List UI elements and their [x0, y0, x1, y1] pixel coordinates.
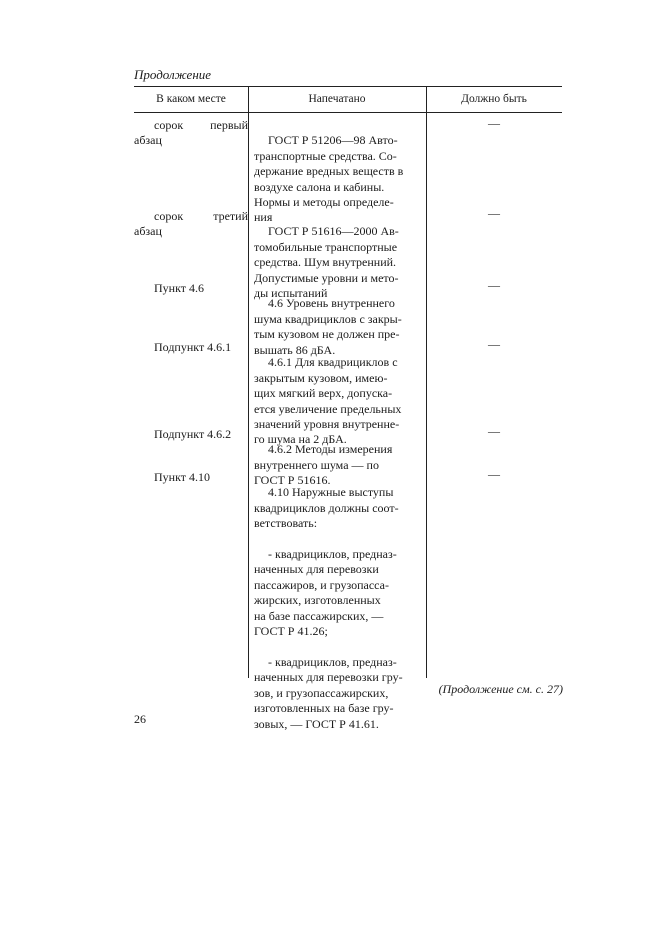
printed-paragraph: - квадрициклов, предназ- наченных для перевозки пассажиров, и грузопасса- жирских, изготовленных на базе пассажирских, — ГОСТ Р 41.26;	[254, 547, 397, 639]
row-printed	[254, 470, 420, 747]
row-location: сорок первый абзац	[134, 118, 248, 148]
printed-paragraph: - квадрициклов, предназ- наченных для перевозки гру- зов, и грузопассажирских, изготовленных на базе гру- зовых, — ГОСТ Р 41.61.	[254, 654, 403, 731]
printed-paragraph: 4.6 Уровень внутреннего шума квадрициклов с закры- тым кузовом не должен пре- вышать 86 дБА.	[254, 296, 402, 357]
row-location: Пункт 4.6	[154, 281, 205, 295]
column-header-printed: Напечатано	[308, 93, 366, 105]
row-location: Подпункт 4.6.2	[154, 427, 232, 441]
printed-paragraph: ГОСТ Р 51616—2000 Ав- томобильные транспортные средства. Шум внутренний. Допустимые уровни и мето- ды испытаний	[254, 224, 399, 301]
table-header-rule	[134, 112, 562, 113]
printed-paragraph: 4.6.2 Методы измерения внутреннего шума — по ГОСТ Р 51616.	[254, 442, 393, 488]
row-should-be: —	[488, 467, 500, 481]
row-location: Пункт 4.10	[154, 470, 211, 484]
row-should-be: —	[488, 116, 500, 130]
column-divider	[426, 86, 427, 678]
column-header-should-be: Должно быть	[461, 93, 527, 105]
printed-paragraph: 4.10 Наружные выступы квадрициклов должны соот- ветствовать:	[254, 485, 399, 531]
column-header-location: В каком месте	[156, 93, 226, 105]
row-should-be: —	[488, 278, 500, 292]
column-divider	[248, 86, 249, 678]
page-number: 26	[134, 712, 146, 726]
row-location: сорок третий абзац	[134, 209, 248, 239]
printed-paragraph: ГОСТ Р 51206—98 Авто- транспортные средства. Со- держание вредных веществ в воздухе салона и кабины. Нормы и методы определе- ния	[254, 133, 404, 225]
table-top-rule	[134, 86, 562, 87]
continuation-label: Продолжение	[134, 67, 212, 82]
printed-paragraph: 4.6.1 Для квадрициклов с закрытым кузовом, имею- щих мягкий верх, допуска- ется увеличение предельных значений уровня внутренне- го шума на 2 дБА.	[254, 355, 402, 447]
row-should-be: —	[488, 424, 500, 438]
continuation-note: (Продолжение см. с. 27)	[438, 682, 563, 696]
row-should-be: —	[488, 206, 500, 220]
row-should-be: —	[488, 337, 500, 351]
row-location: Подпункт 4.6.1	[154, 340, 232, 354]
